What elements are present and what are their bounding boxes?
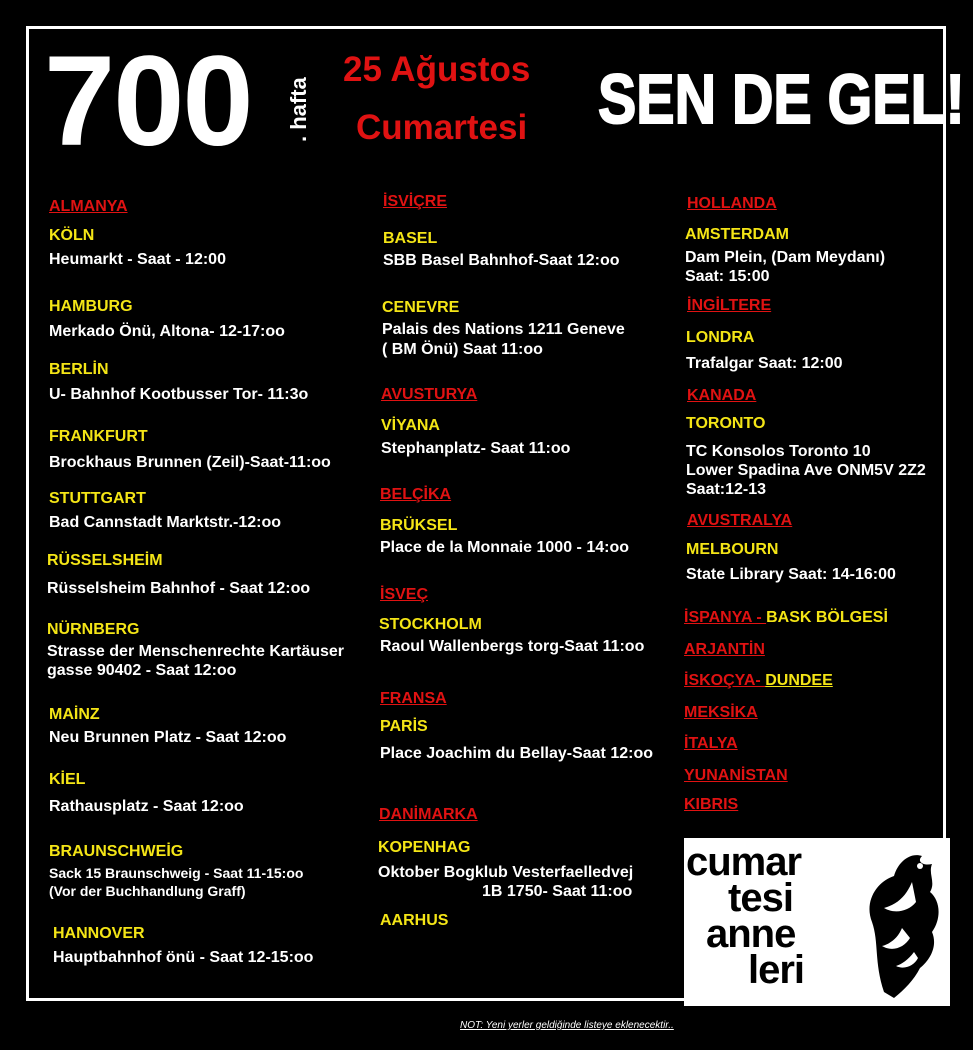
city-detail: Sack 15 Braunschweig - Saat 11-15:oo — [49, 865, 304, 881]
city-braunschweig: BRAUNSCHWEİG — [49, 843, 184, 860]
city-detail: (Vor der Buchhandlung Graff) — [49, 883, 246, 899]
rooster-icon — [854, 842, 946, 1002]
city-detail: Palais des Nations 1211 Geneve — [382, 321, 625, 338]
country-kanada: KANADA — [687, 387, 757, 404]
slogan: SEN DE GEL! — [598, 60, 965, 138]
footer-note: NOT: Yeni yerler geldiğinde listeye eklenecektir.. — [460, 1020, 674, 1031]
country-fransa: FRANSA — [380, 690, 447, 707]
city-bruksel: BRÜKSEL — [380, 517, 458, 534]
city-stockholm: STOCKHOLM — [379, 616, 482, 633]
logo-line-1: cumar — [686, 840, 802, 884]
city-detail: State Library Saat: 14-16:00 — [686, 566, 896, 583]
city-basel: BASEL — [383, 230, 438, 247]
city-detail: Dam Plein, (Dam Meydanı) — [685, 249, 886, 266]
country-yunanistan: YUNANİSTAN — [684, 767, 788, 784]
date-line-2: Cumartesi — [356, 108, 528, 147]
week-label: . hafta — [286, 77, 311, 142]
city-detail: Neu Brunnen Platz - Saat 12:oo — [49, 729, 287, 746]
city-detail: 1B 1750- Saat 11:oo — [482, 883, 633, 900]
country-meksika: MEKSİKA — [684, 704, 758, 721]
city-detail: ( BM Önü) Saat 11:oo — [382, 341, 543, 358]
logo-line-3: anne — [706, 912, 796, 956]
city-nurnberg: NÜRNBERG — [47, 621, 140, 638]
country-isvicre: İSVİÇRE — [383, 193, 448, 210]
city-melbourn: MELBOURN — [686, 541, 779, 558]
city-stuttgart: STUTTGART — [49, 490, 146, 507]
date-line-1: 25 Ağustos — [343, 50, 531, 89]
extra-ispanya-row — [684, 608, 888, 628]
city-hamburg: HAMBURG — [49, 298, 133, 315]
city-detail: U- Bahnhof Kootbusser Tor- 11:3o — [49, 386, 309, 403]
city-detail: Lower Spadina Ave ONM5V 2Z2 — [686, 462, 926, 479]
city-detail: gasse 90402 - Saat 12:oo — [47, 662, 237, 679]
city-detail: TC Konsolos Toronto 10 — [686, 443, 871, 460]
country-avustralya: AVUSTRALYA — [687, 512, 793, 529]
country-danimarka: DANİMARKA — [379, 806, 478, 823]
country-belcika: BELÇİKA — [380, 486, 452, 503]
city-dundee: DUNDEE — [765, 672, 833, 689]
week-number: 700 — [44, 30, 252, 173]
country-hollanda: HOLLANDA — [687, 195, 777, 212]
country-arjantin: ARJANTİN — [684, 641, 765, 658]
city-detail: Place Joachim du Bellay-Saat 12:oo — [380, 745, 653, 762]
country-isvec: İSVEÇ — [380, 586, 429, 603]
city-toronto: TORONTO — [686, 415, 766, 432]
city-viyana: VİYANA — [381, 417, 440, 434]
city-frankfurt: FRANKFURT — [49, 428, 148, 445]
city-detail: Strasse der Menschenrechte Kartäuser — [47, 643, 345, 660]
city-kiel: KİEL — [49, 771, 86, 788]
city-detail: Saat:12-13 — [686, 481, 767, 498]
country-ingiltere: İNGİLTERE — [687, 297, 772, 314]
logo-line-2: tesi — [728, 876, 793, 920]
country-kibris: KIBRIS — [684, 796, 739, 813]
extra-iskocya-row — [684, 671, 833, 691]
city-hannover: HANNOVER — [53, 925, 145, 942]
city-russelsheim: RÜSSELSHEİM — [47, 552, 163, 569]
city-detail: Trafalgar Saat: 12:00 — [686, 355, 843, 372]
city-detail: Hauptbahnhof önü - Saat 12-15:oo — [53, 949, 314, 966]
city-koln: KÖLN — [49, 227, 95, 244]
city-detail: Raoul Wallenbergs torg-Saat 11:oo — [380, 638, 645, 655]
country-italya: İTALYA — [684, 735, 738, 752]
city-kopenhag: KOPENHAG — [378, 839, 471, 856]
country-ispanya: İSPANYA - — [684, 609, 767, 626]
city-detail: Saat: 15:00 — [685, 268, 770, 285]
city-amsterdam: AMSTERDAM — [685, 226, 789, 243]
city-detail: Rathausplatz - Saat 12:oo — [49, 798, 244, 815]
city-londra: LONDRA — [686, 329, 755, 346]
city-detail: Bad Cannstadt Marktstr.-12:oo — [49, 514, 282, 531]
city-aarhus: AARHUS — [380, 912, 449, 929]
city-detail: Stephanplatz- Saat 11:oo — [381, 440, 571, 457]
city-berlin: BERLİN — [49, 361, 109, 378]
city-paris: PARİS — [380, 718, 428, 735]
city-detail: SBB Basel Bahnhof-Saat 12:oo — [383, 252, 620, 269]
logo — [684, 838, 950, 1006]
city-detail: Brockhaus Brunnen (Zeil)-Saat-11:oo — [49, 454, 331, 471]
country-avusturya: AVUSTURYA — [381, 386, 478, 403]
country-iskocya: İSKOÇYA- — [684, 672, 766, 689]
region-bask: BASK BÖLGESİ — [766, 609, 888, 626]
city-cenevre: CENEVRE — [382, 299, 460, 316]
country-almanya: ALMANYA — [49, 198, 128, 215]
city-detail: Merkado Önü, Altona- 12-17:oo — [49, 323, 285, 340]
city-mainz: MAİNZ — [49, 706, 100, 723]
city-detail: Rüsselsheim Bahnhof - Saat 12:oo — [47, 580, 311, 597]
logo-line-4: leri — [748, 948, 805, 992]
city-detail: Oktober Bogklub Vesterfaelledvej — [378, 864, 634, 881]
city-detail: Place de la Monnaie 1000 - 14:oo — [380, 539, 629, 556]
city-detail: Heumarkt - Saat - 12:00 — [49, 251, 226, 268]
